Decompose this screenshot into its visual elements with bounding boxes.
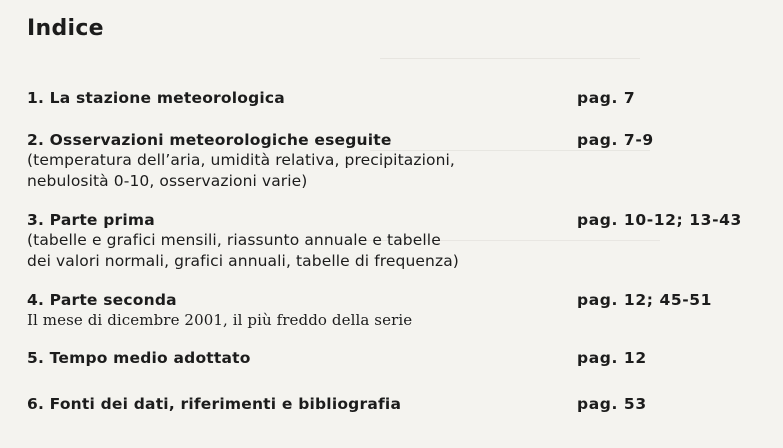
entry-title: 6. Fonti dei dati, riferimenti e bibliografia <box>27 395 402 413</box>
entry-description-line: nebulosità 0-10, osservazioni varie) <box>27 172 308 190</box>
entry-description-line: Il mese di dicembre 2001, il più freddo della serie <box>27 311 413 329</box>
entry-title: 2. Osservazioni meteorologiche eseguite <box>27 131 392 149</box>
index-entry <box>27 394 767 414</box>
page-title: Indice <box>27 16 104 41</box>
index-entry <box>27 88 767 108</box>
entry-title: 5. Tempo medio adottato <box>27 349 251 367</box>
entry-description-line: (temperatura dell’aria, umidità relativa, precipitazioni, <box>27 151 455 169</box>
entry-title: 4. Parte seconda <box>27 291 177 309</box>
entry-title: 3. Parte prima <box>27 211 155 229</box>
entry-page-ref: pag. 53 <box>577 395 647 413</box>
entry-description-line: (tabelle e grafici mensili, riassunto annuale e tabelle <box>27 231 441 249</box>
bleed-through-mark <box>380 58 640 69</box>
index-entry <box>27 210 767 272</box>
entry-page-ref: pag. 12; 45-51 <box>577 291 713 309</box>
entry-title: 1. La stazione meteorologica <box>27 89 285 107</box>
entry-page-ref: pag. 12 <box>577 349 647 367</box>
entry-page-ref: pag. 10-12; 13-43 <box>577 211 742 229</box>
entry-page-ref: pag. 7 <box>577 89 636 107</box>
index-entry <box>27 290 767 331</box>
entry-page-ref: pag. 7-9 <box>577 131 654 149</box>
index-entry <box>27 130 767 192</box>
index-entry <box>27 348 767 368</box>
entry-description-line: dei valori normali, grafici annuali, tabelle di frequenza) <box>27 252 459 270</box>
